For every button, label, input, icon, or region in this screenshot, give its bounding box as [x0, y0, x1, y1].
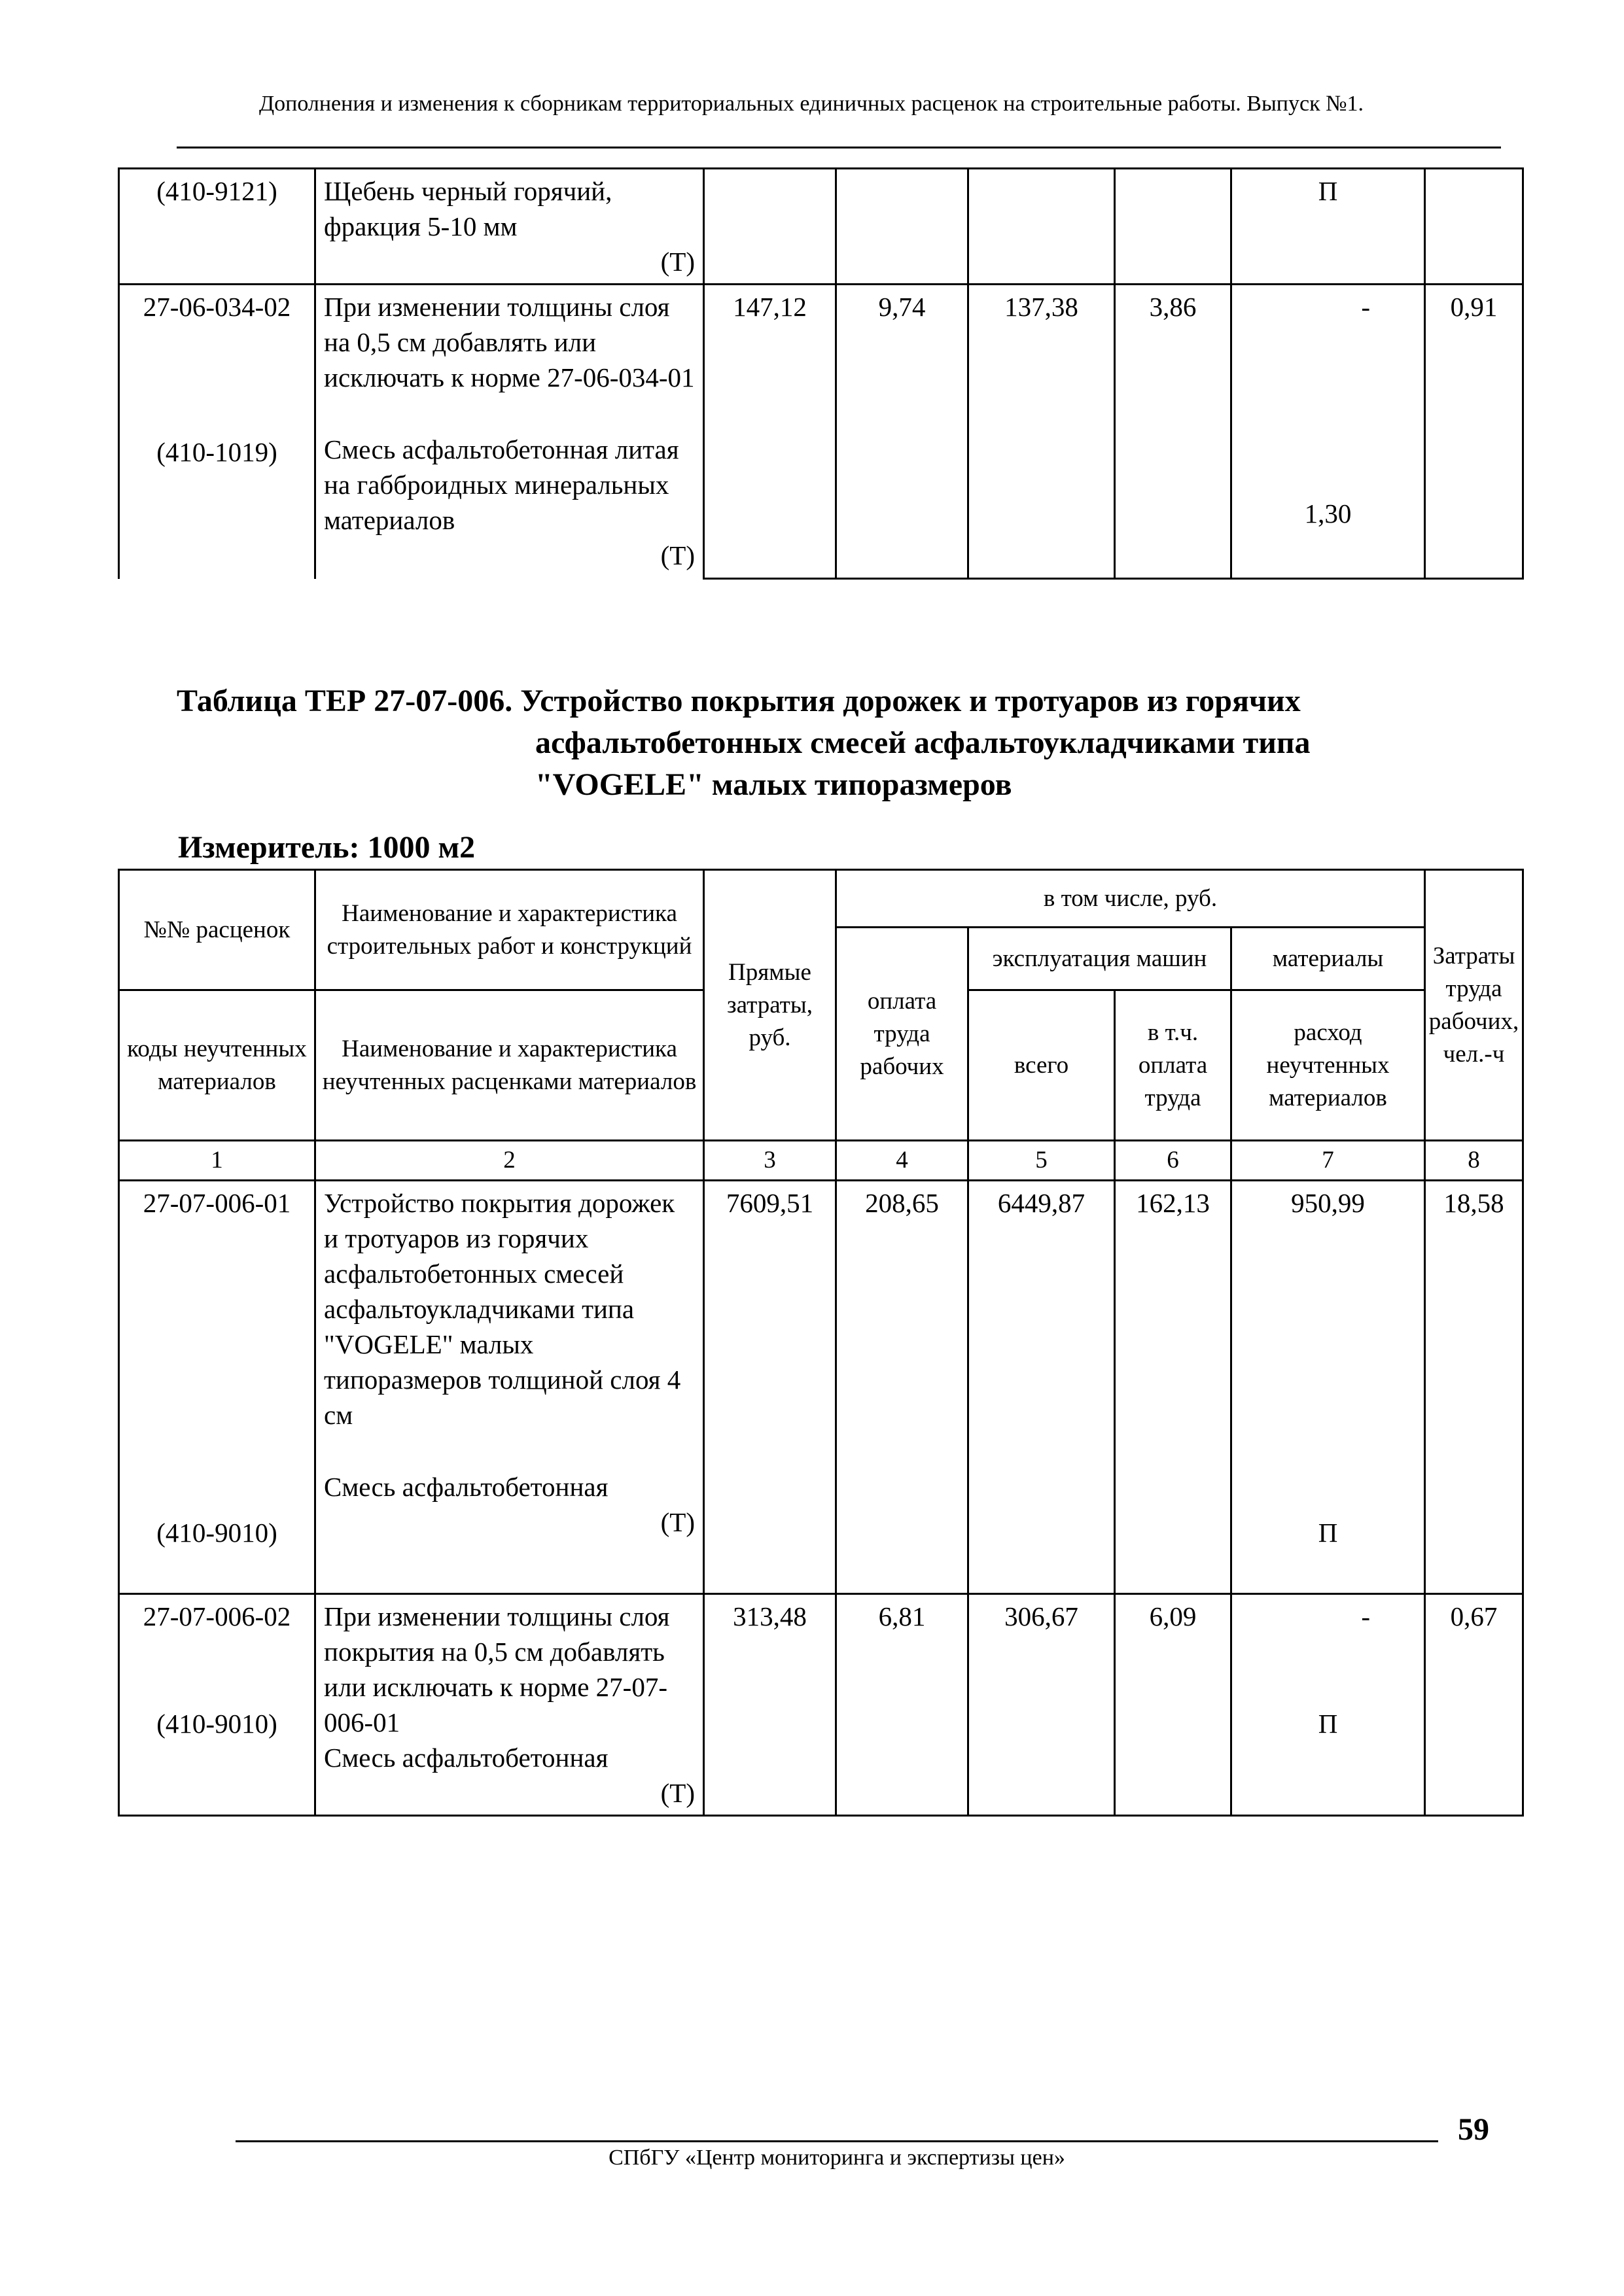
footer-divider [236, 2140, 1438, 2142]
table-row [119, 169, 1523, 285]
page-number: 59 [1458, 2112, 1489, 2147]
value-cell [1231, 1181, 1425, 1594]
value-cell: 0,67 [1425, 1594, 1523, 1816]
unit-of-measure: Измеритель: 1000 м2 [178, 830, 476, 865]
column-number: 2 [315, 1141, 704, 1181]
col-header-name: Наименование и характеристика строительных работ и конструкций [315, 870, 704, 990]
value-cell: П [1231, 169, 1425, 285]
value-cell: 18,58 [1425, 1181, 1523, 1594]
col-header-labor-cost: оплата труда рабочих [836, 928, 968, 1141]
title-line: Таблица ТЕР 27-07-006. Устройство покрытия дорожек и тротуаров из горячих [177, 684, 1301, 718]
value-cell [1115, 169, 1231, 285]
code-text: 27-06-034-02 [143, 292, 291, 322]
col-header-direct-costs: Прямые затраты, руб. [704, 870, 836, 1141]
header-divider [177, 147, 1501, 148]
value-cell [1231, 1594, 1425, 1816]
transport-mark: (Т) [660, 1507, 695, 1537]
code-cell: (410-9121) [119, 169, 315, 285]
table-row [119, 1594, 1523, 1816]
transport-mark: (Т) [660, 247, 695, 277]
value-cell [704, 169, 836, 285]
name-cell [315, 1594, 704, 1816]
column-number: 7 [1231, 1141, 1425, 1181]
value-cell: 208,65 [836, 1181, 968, 1594]
value-cell: 6449,87 [968, 1181, 1115, 1594]
name-text: При изменении толщины слоя на 0,5 см добавлять или исключать к норме 27-06-034-01 [324, 292, 695, 392]
value-cell: 6,81 [836, 1594, 968, 1816]
header-row [119, 870, 1523, 928]
running-header: Дополнения и изменения к сборникам территориальных единичных расценок на строительные работы. Выпуск №1. [258, 92, 1364, 116]
col-header-including: в том числе, руб. [836, 870, 1425, 928]
col-header-consumption: расход неучтенных материалов [1231, 990, 1425, 1141]
column-number: 3 [704, 1141, 836, 1181]
column-number: 8 [1425, 1141, 1523, 1181]
value-text: 1,30 [1304, 498, 1352, 529]
title-line: асфальтобетонных смесей асфальтоукладчиками типа [535, 725, 1311, 760]
col-header-machines-labor: в т.ч. оплата труда [1115, 990, 1231, 1141]
value-cell: 306,67 [968, 1594, 1115, 1816]
value-cell: 313,48 [704, 1594, 836, 1816]
value-cell: 137,38 [968, 285, 1115, 579]
code-text: (410-9010) [156, 1518, 277, 1548]
code-text: (410-9010) [156, 1709, 277, 1739]
column-number-row [119, 1141, 1523, 1181]
col-header-name-materials: Наименование и характеристика неучтенных расценками материалов [315, 990, 704, 1141]
column-number: 5 [968, 1141, 1115, 1181]
col-header-number: №№ расценок [119, 870, 315, 990]
code-text: (410-1019) [156, 437, 277, 467]
value-cell: 162,13 [1115, 1181, 1231, 1594]
value-cell [836, 169, 968, 285]
value-text: 950,99 [1291, 1188, 1365, 1218]
name-text: Устройство покрытия дорожек и тротуаров из горячих асфальтобетонных смесей асфальтоукладчиками типа "VOGELE" малых типоразмеров толщиной слоя 4 см [324, 1188, 681, 1430]
code-cell [119, 1594, 315, 1816]
name-text: При изменении толщины слоя покрытия на 0,5 см добавлять или исключать к норме 27-07-006-01 [324, 1601, 670, 1737]
col-header-codes: коды неучтенных материалов [119, 990, 315, 1141]
value-text: П [1318, 1518, 1338, 1548]
value-text: - [1361, 1601, 1370, 1631]
footer-org: СПбГУ «Центр мониторинга и экспертизы цен» [609, 2146, 1065, 2170]
table-row [119, 1181, 1523, 1594]
name-cell [315, 1181, 704, 1594]
name-text: Смесь асфальтобетонная литая на габброидных минеральных материалов [324, 434, 679, 535]
transport-mark: (Т) [660, 1778, 695, 1808]
name-text: Смесь асфальтобетонная [324, 1743, 609, 1773]
title-line: "VOGELE" малых типоразмеров [535, 767, 1012, 802]
column-number: 6 [1115, 1141, 1231, 1181]
table-row [119, 285, 1523, 579]
value-text: П [1318, 1709, 1338, 1739]
value-cell: 3,86 [1115, 285, 1231, 579]
value-cell: 7609,51 [704, 1181, 836, 1594]
value-cell: 6,09 [1115, 1594, 1231, 1816]
table-title [177, 680, 1485, 806]
name-cell [315, 169, 704, 285]
code-text: 27-07-006-02 [143, 1601, 291, 1631]
rates-table [118, 869, 1524, 1817]
code-text: 27-07-006-01 [143, 1188, 291, 1218]
transport-mark: (Т) [660, 540, 695, 570]
name-cell [315, 285, 704, 579]
col-header-labor: Затраты труда рабочих, чел.-ч [1425, 870, 1523, 1141]
value-cell [1231, 285, 1425, 579]
column-number: 4 [836, 1141, 968, 1181]
col-header-materials: материалы [1231, 928, 1425, 990]
value-cell: 0,91 [1425, 285, 1523, 579]
code-cell [119, 1181, 315, 1594]
col-header-machines: эксплуатация машин [968, 928, 1231, 990]
col-header-machines-total: всего [968, 990, 1115, 1141]
value-cell [968, 169, 1115, 285]
code-cell [119, 285, 315, 579]
name-text: Смесь асфальтобетонная [324, 1472, 609, 1502]
value-cell [1425, 169, 1523, 285]
value-cell: 9,74 [836, 285, 968, 579]
continuation-table [118, 167, 1524, 580]
column-number: 1 [119, 1141, 315, 1181]
name-text: Щебень черный горячий, фракция 5-10 мм [324, 176, 612, 241]
value-text: - [1361, 292, 1370, 322]
value-cell: 147,12 [704, 285, 836, 579]
